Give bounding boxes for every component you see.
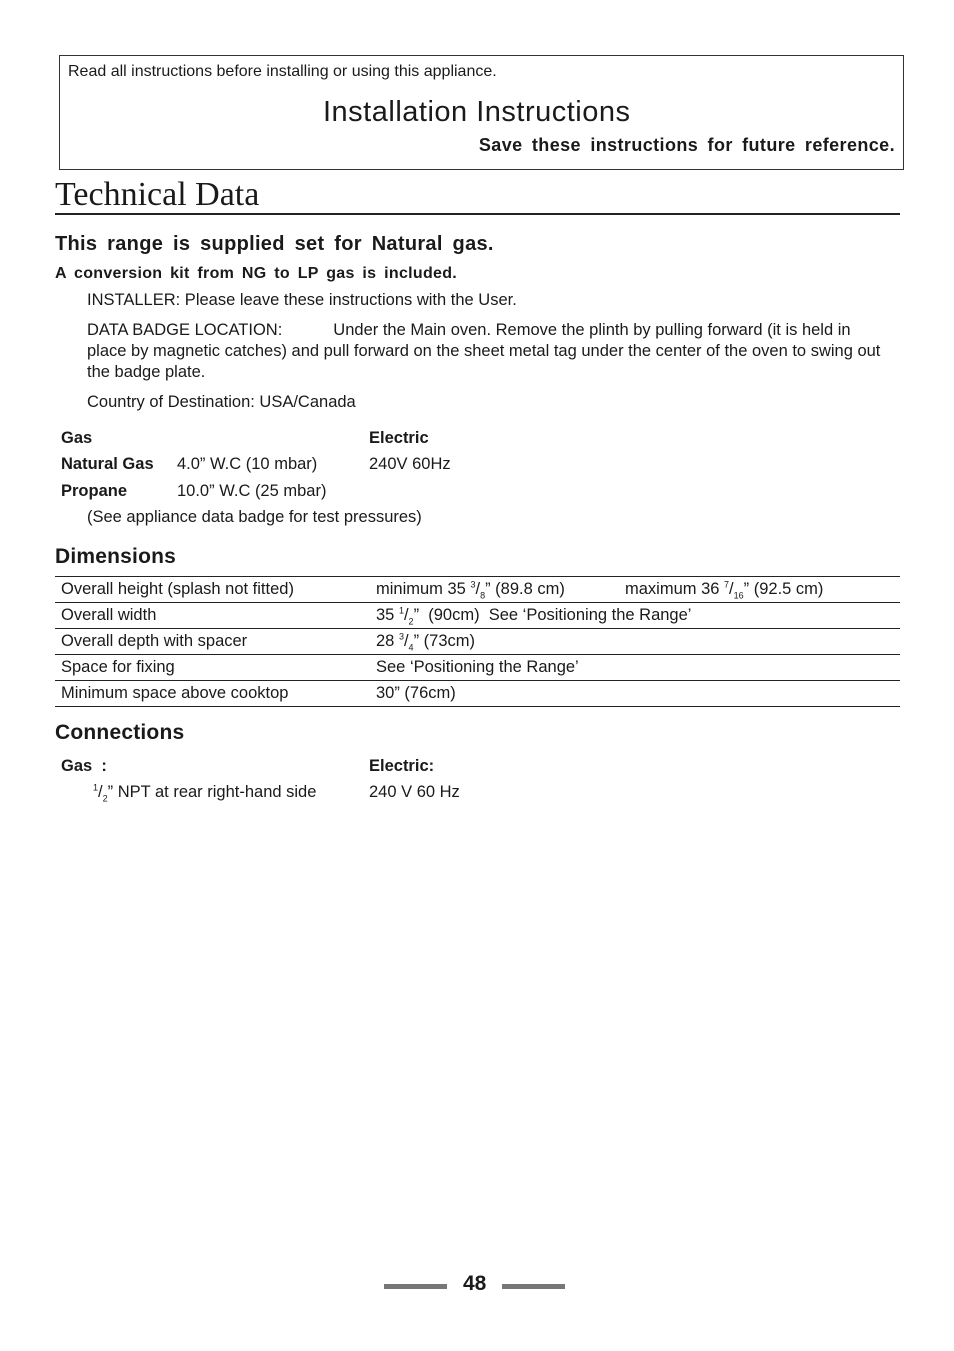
table-row bbox=[55, 577, 900, 603]
propane-label: Propane bbox=[61, 482, 128, 500]
gas-connection-value: $^1/_2$” NPT at rear right-hand side bbox=[93, 782, 317, 804]
table-row bbox=[55, 655, 900, 681]
dimension-value: See ‘Positioning the Range’ bbox=[370, 655, 900, 681]
table-row bbox=[55, 603, 900, 629]
read-all-note: Read all instructions before installing or using this appliance. bbox=[68, 63, 497, 80]
country-of-destination: Country of Destination: USA/Canada bbox=[87, 393, 356, 411]
dimension-label: Minimum space above cooktop bbox=[55, 681, 370, 707]
footer-bar-left bbox=[384, 1284, 447, 1289]
dimensions-table bbox=[55, 576, 900, 707]
electric-value: 240V 60Hz bbox=[369, 455, 451, 473]
dimension-value: 35 $^1/_2$” (90cm) See ‘Positioning the Range’ bbox=[370, 603, 900, 629]
electric-header: Electric bbox=[369, 429, 429, 447]
connections-electric-header: Electric: bbox=[369, 757, 435, 775]
connections-gas-header: Gas : bbox=[61, 757, 107, 775]
page-number: 48 bbox=[463, 1272, 487, 1295]
dimensions-heading: Dimensions bbox=[55, 545, 177, 568]
dimension-label: Overall height (splash not fitted) bbox=[55, 577, 370, 603]
test-pressure-note: (See appliance data badge for test pressures) bbox=[87, 508, 422, 526]
supplied-gas-heading: This range is supplied set for Natural gas. bbox=[55, 233, 494, 255]
dimension-label: Overall width bbox=[55, 603, 370, 629]
header-box bbox=[59, 55, 904, 170]
badge-text: Under the Main oven. Remove the plinth by pulling forward (it is held in place by magnetic catches) and pull forward on the sheet metal tag under the center of the oven to swing out the badge plate. bbox=[87, 321, 881, 381]
footer-bar-right bbox=[502, 1284, 565, 1289]
technical-data-title: Technical Data bbox=[55, 176, 260, 213]
propane-pressure: 10.0” W.C (25 mbar) bbox=[177, 482, 327, 500]
installer-note: INSTALLER: Please leave these instructions with the User. bbox=[87, 291, 517, 309]
connections-heading: Connections bbox=[55, 721, 185, 744]
table-row bbox=[55, 629, 900, 655]
dimension-value: 28 $^3/_4$” (73cm) bbox=[370, 629, 900, 655]
data-badge-location bbox=[87, 320, 887, 383]
dimension-label: Overall depth with spacer bbox=[55, 629, 370, 655]
dimension-value: 30” (76cm) bbox=[370, 681, 900, 707]
installation-instructions-title: Installation Instructions bbox=[323, 96, 631, 128]
natural-gas-label: Natural Gas bbox=[61, 455, 154, 473]
conversion-kit-note: A conversion kit from NG to LP gas is included. bbox=[55, 265, 458, 282]
table-row bbox=[55, 681, 900, 707]
natural-gas-pressure: 4.0” W.C (10 mbar) bbox=[177, 455, 318, 473]
title-divider bbox=[55, 213, 900, 215]
dimension-label: Space for fixing bbox=[55, 655, 370, 681]
electric-connection-value: 240 V 60 Hz bbox=[369, 783, 460, 801]
badge-label: DATA BADGE LOCATION: bbox=[87, 321, 283, 339]
gas-header: Gas bbox=[61, 429, 93, 447]
dimension-value: minimum 35 $^3/_8$” (89.8 cm) maximum 36 $^7/_{16}$” (92.5 cm) bbox=[370, 577, 900, 603]
save-instructions-note: Save these instructions for future reference. bbox=[478, 135, 895, 155]
